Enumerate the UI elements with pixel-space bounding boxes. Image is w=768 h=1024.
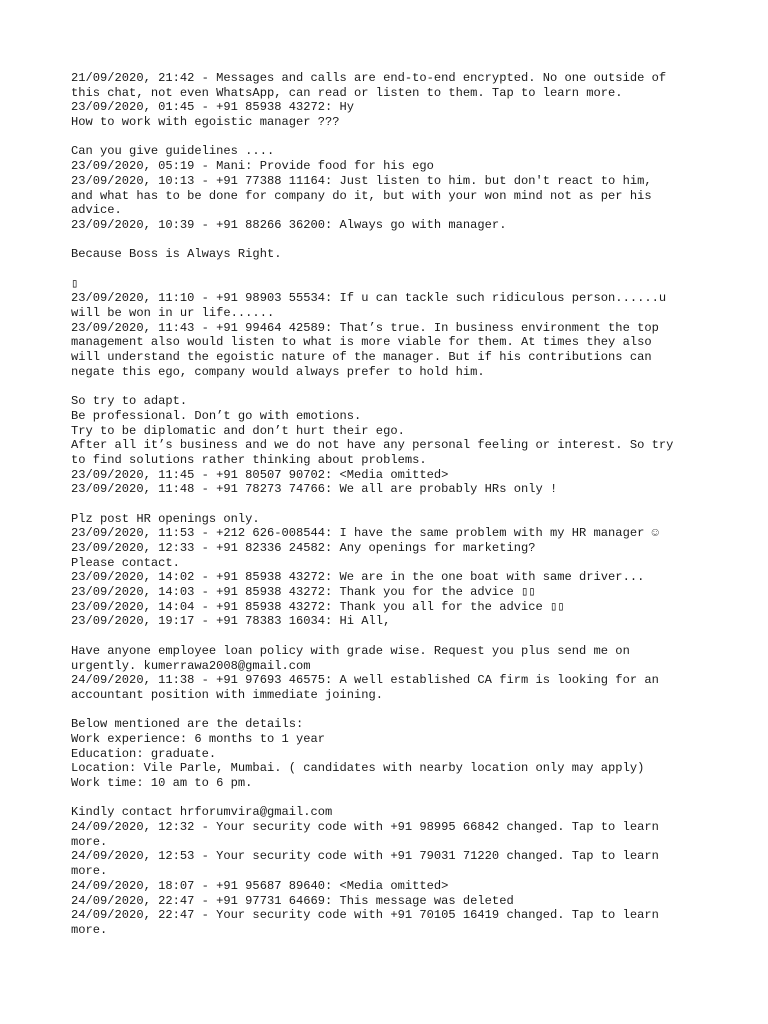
blank-line (71, 379, 711, 394)
blank-line (71, 791, 711, 806)
text-line: 23/09/2020, 10:13 - +91 77388 11164: Just listen to him. but don't react to him, (71, 173, 652, 188)
text-line: 23/09/2020, 10:39 - +91 88266 36200: Always go with manager. (71, 217, 507, 232)
text-line: 23/09/2020, 14:03 - +91 85938 43272: Thank you for the advice ▯▯ (71, 585, 536, 600)
text-line: more. (71, 922, 108, 937)
text-line: 23/09/2020, 11:45 - +91 80507 90702: <Media omitted> (71, 467, 449, 482)
text-line: urgently. kumerrawa2008@gmail.com (71, 658, 311, 673)
text-line: 23/09/2020, 11:10 - +91 98903 55534: If u can tackle such ridiculous person......u (71, 291, 667, 306)
text-line: After all it’s business and we do not have any personal feeling or interest. So try (71, 438, 674, 453)
text-line: management also would listen to what is more viable for them. At times they also (71, 335, 652, 350)
chat-export-document (71, 71, 711, 938)
text-line: How to work with egoistic manager ??? (71, 115, 340, 130)
text-line: advice. (71, 203, 122, 218)
text-line: Because Boss is Always Right. (71, 247, 282, 262)
blank-line (71, 130, 711, 145)
text-line: Education: graduate. (71, 746, 217, 761)
text-line: 24/09/2020, 22:47 - +91 97731 64669: This message was deleted (71, 893, 514, 908)
text-line: 23/09/2020, 14:02 - +91 85938 43272: We are in the one boat with same driver... (71, 570, 645, 585)
text-line: 24/09/2020, 12:53 - Your security code with +91 79031 71220 changed. Tap to learn (71, 849, 659, 864)
text-line: 23/09/2020, 01:45 - +91 85938 43272: Hy (71, 100, 355, 115)
text-line: 23/09/2020, 19:17 - +91 78383 16034: Hi All, (71, 614, 391, 629)
text-line: 24/09/2020, 18:07 - +91 95687 89640: <Media omitted> (71, 878, 449, 893)
text-line: will understand the egoistic nature of the manager. But if his contributions can (71, 350, 652, 365)
text-line: to find solutions rather thinking about problems. (71, 452, 427, 467)
text-line: Plz post HR openings only. (71, 511, 260, 526)
text-line: 24/09/2020, 22:47 - Your security code with +91 70105 16419 changed. Tap to learn (71, 908, 659, 923)
text-line: negate this ego, company would always prefer to hold him. (71, 364, 485, 379)
text-line: 24/09/2020, 12:32 - Your security code with +91 98995 66842 changed. Tap to learn (71, 820, 659, 835)
text-line: this chat, not even WhatsApp, can read or listen to them. Tap to learn more. (71, 85, 623, 100)
text-line: Try to be diplomatic and don’t hurt their ego. (71, 423, 405, 438)
text-line: Be professional. Don’t go with emotions. (71, 408, 362, 423)
text-line: 23/09/2020, 11:53 - +212 626-008544: I have the same problem with my HR manager ☺ (71, 526, 659, 541)
text-line: more. (71, 834, 108, 849)
text-line: more. (71, 864, 108, 879)
text-line: Below mentioned are the details: (71, 717, 304, 732)
text-line: Location: Vile Parle, Mumbai. ( candidates with nearby location only may apply) (71, 761, 645, 776)
blank-line (71, 262, 711, 277)
blank-line (71, 497, 711, 512)
blank-line (71, 233, 711, 248)
text-line: Please contact. (71, 555, 180, 570)
text-line: 23/09/2020, 05:19 - Mani: Provide food for his ego (71, 159, 434, 174)
text-line: accountant position with immediate joining. (71, 687, 384, 702)
text-line: 21/09/2020, 21:42 - Messages and calls are end-to-end encrypted. No one outside of (71, 71, 667, 85)
text-line: and what has to be done for company do it, but with your won mind not as per his (71, 188, 652, 203)
text-line: 23/09/2020, 11:43 - +91 99464 42589: That’s true. In business environment the top (71, 320, 659, 335)
text-line: Can you give guidelines .... (71, 144, 275, 159)
missing-glyph: ▯ (71, 276, 79, 291)
text-line: So try to adapt. (71, 394, 188, 409)
text-line: 23/09/2020, 12:33 - +91 82336 24582: Any openings for marketing? (71, 541, 536, 555)
text-line: Work experience: 6 months to 1 year (71, 731, 326, 746)
text-line: 23/09/2020, 14:04 - +91 85938 43272: Thank you all for the advice ▯▯ (71, 599, 565, 614)
text-line: will be won in ur life...... (71, 306, 275, 320)
text-line: Kindly contact hrforumvira@gmail.com (71, 805, 333, 820)
blank-line (71, 629, 711, 644)
blank-line (71, 703, 711, 718)
text-line: Work time: 10 am to 6 pm. (71, 776, 253, 790)
text-line: Have anyone employee loan policy with grade wise. Request you plus send me on (71, 643, 630, 658)
text-line: 24/09/2020, 11:38 - +91 97693 46575: A well established CA firm is looking for an (71, 673, 659, 688)
text-line: 23/09/2020, 11:48 - +91 78273 74766: We all are probably HRs only ! (71, 482, 558, 497)
